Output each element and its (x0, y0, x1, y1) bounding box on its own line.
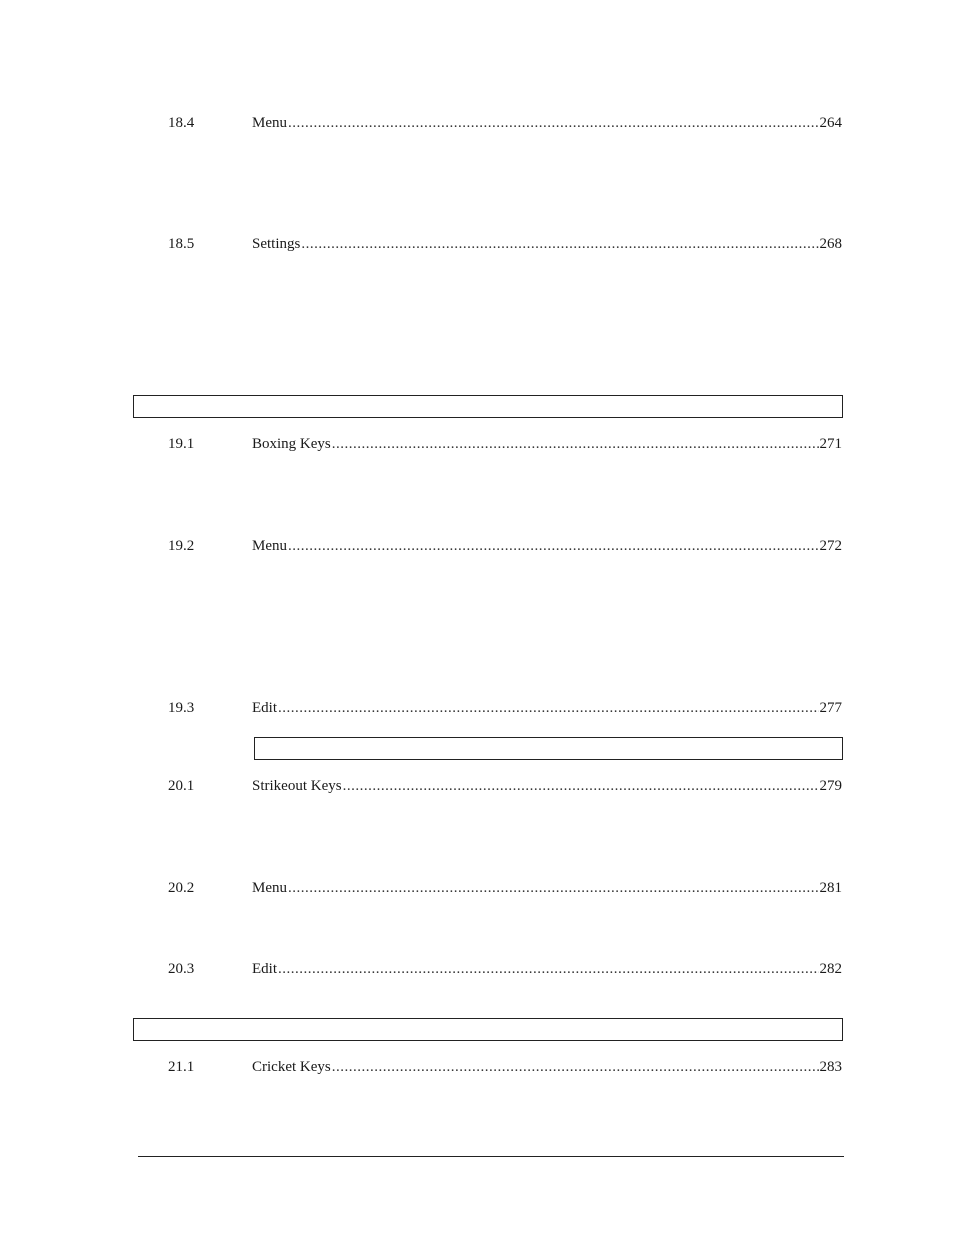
toc-entry[interactable] (168, 234, 842, 254)
toc-entry-number: 18.4 (168, 115, 195, 131)
toc-entry-page[interactable]: 268 (819, 236, 842, 252)
toc-entry-page[interactable]: 271 (819, 436, 842, 452)
toc-entry[interactable] (168, 434, 842, 454)
chapter-heading-box (133, 395, 843, 418)
toc-entry-number: 18.5 (168, 236, 195, 252)
toc-entry-page[interactable]: 264 (819, 115, 842, 131)
toc-entry-number: 20.2 (168, 880, 195, 896)
toc-entry-page[interactable]: 282 (819, 961, 842, 977)
dot-leader (343, 776, 819, 796)
toc-entry[interactable] (168, 776, 842, 796)
dot-leader (288, 113, 819, 133)
toc-entry-page[interactable]: 272 (819, 538, 842, 554)
toc-entry-title[interactable]: Edit (252, 961, 277, 977)
toc-entry[interactable] (168, 536, 842, 556)
toc-entry-page[interactable]: 281 (819, 880, 842, 896)
toc-entry-number: 21.1 (168, 1059, 195, 1075)
dot-leader (278, 698, 819, 718)
toc-entry-title[interactable]: Cricket Keys (252, 1059, 331, 1075)
toc-entry-number: 19.1 (168, 436, 195, 452)
toc-entry-title[interactable]: Edit (252, 700, 277, 716)
dot-leader (288, 878, 819, 898)
toc-entry-title[interactable]: Menu (252, 115, 287, 131)
toc-entry[interactable] (168, 959, 842, 979)
toc-entry-title[interactable]: Strikeout Keys (252, 778, 342, 794)
toc-entry-number: 20.3 (168, 961, 195, 977)
toc-entry-title[interactable]: Menu (252, 538, 287, 554)
chapter-heading-box (254, 737, 843, 760)
toc-entry-title[interactable]: Boxing Keys (252, 436, 331, 452)
toc-entry-page[interactable]: 279 (819, 778, 842, 794)
dot-leader (301, 234, 818, 254)
dot-leader (332, 1057, 819, 1077)
dot-leader (278, 959, 819, 979)
toc-entry[interactable] (168, 113, 842, 133)
toc-entry-number: 20.1 (168, 778, 195, 794)
toc-entry[interactable] (168, 1057, 842, 1077)
toc-entry[interactable] (168, 698, 842, 718)
toc-entry[interactable] (168, 878, 842, 898)
dot-leader (332, 434, 819, 454)
toc-entry-page[interactable]: 277 (819, 700, 842, 716)
toc-entry-page[interactable]: 283 (819, 1059, 842, 1075)
toc-entry-number: 19.2 (168, 538, 195, 554)
dot-leader (288, 536, 819, 556)
toc-entry-number: 19.3 (168, 700, 195, 716)
chapter-heading-box (133, 1018, 843, 1041)
toc-entry-title[interactable]: Settings (252, 236, 301, 252)
toc-entry-title[interactable]: Menu (252, 880, 287, 896)
footer-rule (138, 1156, 844, 1157)
